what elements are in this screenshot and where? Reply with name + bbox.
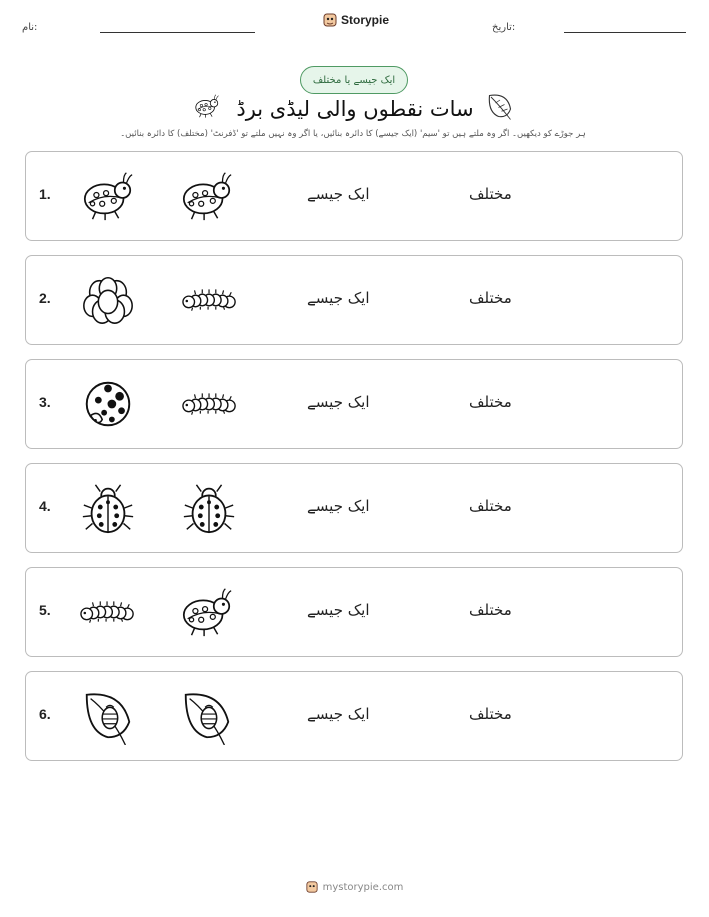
date-line[interactable] (564, 32, 686, 33)
ladybug-side-icon (178, 167, 236, 225)
eggs-icon (79, 271, 137, 329)
different-option[interactable]: مختلف (469, 185, 512, 203)
same-option[interactable]: ایک جیسے (307, 601, 370, 619)
question-row-4 (25, 463, 683, 553)
different-option[interactable]: مختلف (469, 601, 512, 619)
pupa-on-leaf-icon (178, 687, 236, 745)
question-number: 6. (39, 706, 51, 722)
storypie-mascot-icon (323, 12, 337, 28)
ladybug-top-icon (180, 479, 238, 537)
same-option[interactable]: ایک جیسے (307, 497, 370, 515)
different-option[interactable]: مختلف (469, 393, 512, 411)
footer-url[interactable]: mystorypie.com (322, 881, 404, 893)
ladybug-side-icon (178, 583, 236, 641)
same-option[interactable]: ایک جیسے (307, 393, 370, 411)
caterpillar-icon (181, 271, 239, 329)
page-title: سات نقطوں والی لیڈی برڈ (236, 97, 474, 121)
ladybug-top-icon (79, 479, 137, 537)
question-number: 4. (39, 498, 51, 514)
question-number: 1. (39, 186, 51, 202)
brand-logo (323, 12, 389, 28)
question-number: 3. (39, 394, 51, 410)
ladybug-round-icon (79, 375, 137, 433)
leaf-title-icon (485, 90, 515, 122)
different-option[interactable]: مختلف (469, 497, 512, 515)
storypie-mascot-icon (306, 880, 318, 894)
caterpillar-icon (181, 375, 239, 433)
question-row-1 (25, 151, 683, 241)
question-row-2 (25, 255, 683, 345)
brand-name: Storypie (341, 13, 390, 27)
worksheet-type-badge: ایک جیسے یا مختلف (300, 66, 408, 94)
different-option[interactable]: مختلف (469, 289, 512, 307)
different-option[interactable]: مختلف (469, 705, 512, 723)
question-row-6 (25, 671, 683, 761)
question-number: 2. (39, 290, 51, 306)
pupa-on-leaf-icon (79, 687, 137, 745)
question-row-5 (25, 567, 683, 657)
same-option[interactable]: ایک جیسے (307, 185, 370, 203)
instructions: ہر جوڑے کو دیکھیں۔ اگر وہ ملتے ہیں تو 'سیم' (ایک جیسے) کا دائرہ بنائیں، یا اگر وہ نہیں ملتے تو 'ڈفرنٹ' (مختلف) کا دائرہ بنائیں۔ (120, 129, 586, 139)
question-row-3 (25, 359, 683, 449)
footer (0, 880, 709, 894)
name-line[interactable] (100, 32, 255, 33)
name-label: نام: (22, 22, 38, 33)
date-label: تاریخ: (492, 22, 516, 33)
ladybug-side-icon (79, 167, 137, 225)
question-number: 5. (39, 602, 51, 618)
caterpillar-icon (79, 583, 137, 641)
same-option[interactable]: ایک جیسے (307, 289, 370, 307)
same-option[interactable]: ایک جیسے (307, 705, 370, 723)
